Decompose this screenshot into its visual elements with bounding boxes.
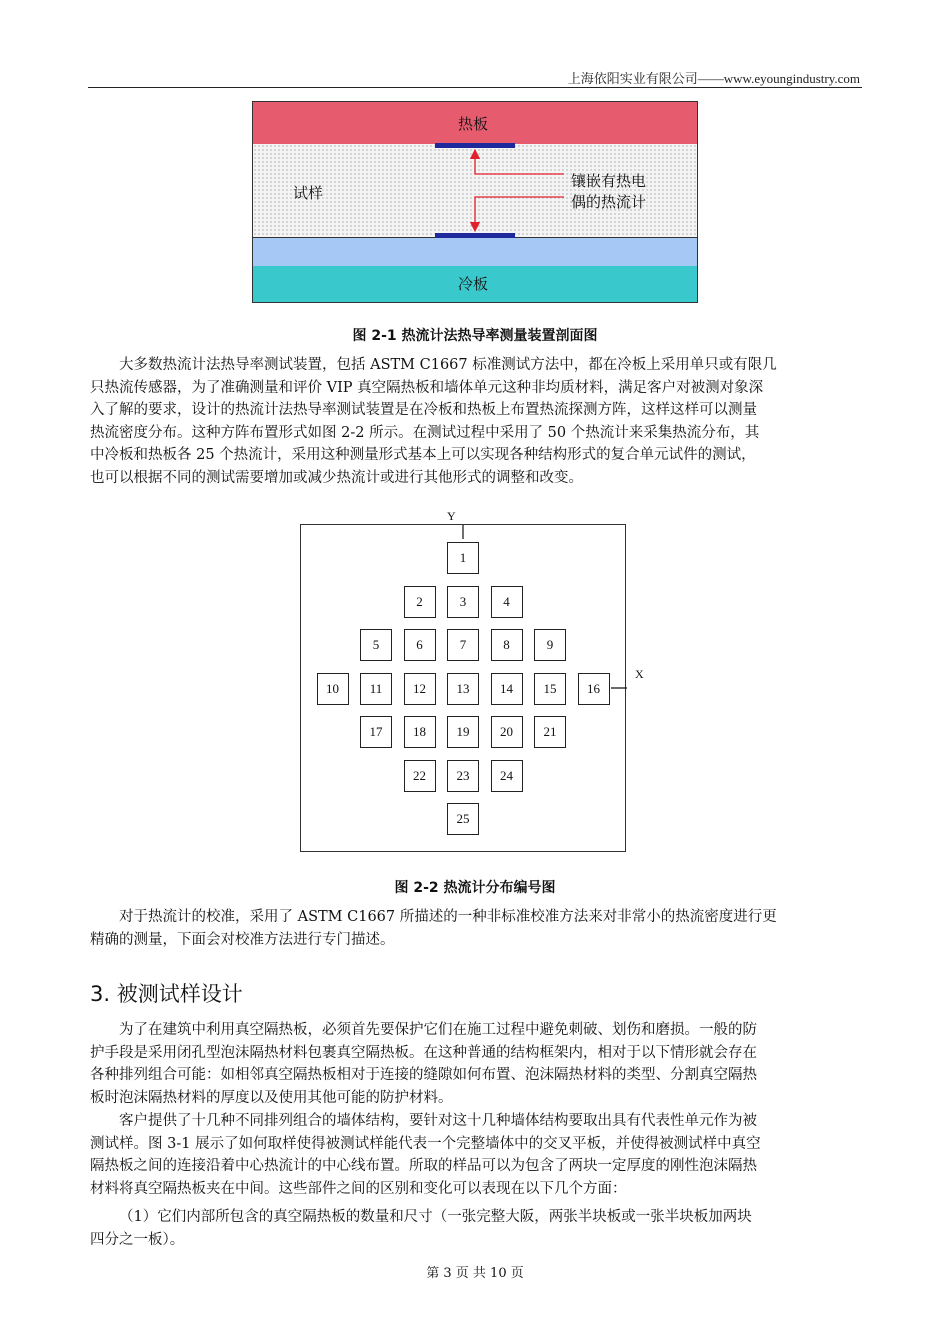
paragraph-4-line: 客户提供了十几种不同排列组合的墙体结构，要针对这十几种墙体结构要取出具有代表性单元作为被	[119, 1113, 757, 1129]
heat-flux-sensor-cell: 25	[447, 803, 479, 835]
paragraph-4	[90, 1110, 860, 1200]
heat-flux-sensor-cell: 9	[534, 629, 566, 661]
paragraph-1-line: 中冷板和热板各 25 个热流计，采用这种测量形式基本上可以实现各种结构形式的复合单元试件的测试，	[90, 447, 756, 463]
paragraph-1-line: 也可以根据不同的测试需要增加或减少热流计或进行其他形式的调整和改变。	[90, 469, 583, 486]
heat-flux-sensor-cell: 23	[447, 760, 479, 792]
heat-flux-sensor-cell: 22	[404, 760, 436, 792]
specimen-label: 试样	[293, 184, 324, 202]
paragraph-3	[90, 1019, 860, 1109]
callout-line-2: 偶的热流计	[571, 193, 647, 211]
hot-plate-label: 热板	[458, 115, 489, 133]
heat-flux-sensor-cell: 14	[491, 673, 523, 705]
paragraph-2	[90, 906, 860, 951]
figure-2-2-sensor-grid	[300, 509, 644, 852]
page-footer: 第 3 页 共 10 页	[426, 1266, 524, 1281]
page-header: 上海依阳实业有限公司——www.eyoungindustry.com	[567, 71, 860, 86]
heat-flux-sensor-cell: 2	[404, 586, 436, 618]
heat-flux-sensor-cell: 8	[491, 629, 523, 661]
figure-2-2-caption: 图 2-2 热流计分布编号图	[394, 880, 556, 896]
heat-flux-sensor-cell: 5	[360, 629, 392, 661]
paragraph-3-line: 各种排列组合可能：如相邻真空隔热板相对于连接的缝隙如何布置、泡沫隔热材料的类型、分割真空隔热	[90, 1067, 757, 1083]
paragraph-3-line: 板时泡沫隔热材料的厚度以及使用其他可能的防护材料。	[90, 1089, 453, 1106]
x-axis-label: X	[635, 667, 644, 681]
paragraph-2-line: 对于热流计的校准，采用了 ASTM C1667 所描述的一种非标准校准方法来对非常小的热流密度进行更	[119, 909, 777, 925]
heat-flux-sensor-cell: 3	[447, 586, 479, 618]
paragraph-1-line: 只热流传感器，为了准确测量和评价 VIP 真空隔热板和墙体单元这种非均质材料，满足客户对被测对象深	[90, 379, 764, 396]
heat-flux-sensor-cell: 12	[404, 673, 436, 705]
callout-line-1: 镶嵌有热电	[571, 172, 647, 190]
heat-flux-sensor-cell: 10	[317, 673, 349, 705]
heat-flux-sensor-cell: 1	[447, 542, 479, 574]
heat-flux-sensor-cell: 7	[447, 629, 479, 661]
y-axis-label: Y	[447, 509, 456, 523]
heat-flux-sensor-cell: 6	[404, 629, 436, 661]
heat-flux-sensor-cell: 15	[534, 673, 566, 705]
paragraph-3-line: 为了在建筑中利用真空隔热板，必须首先要保护它们在施工过程中避免刺破、划伤和磨损。一般的防	[119, 1022, 757, 1038]
section-title: 3. 被测试样设计	[90, 982, 243, 1006]
figure-2-1-cross-section	[252, 101, 698, 303]
heat-flux-sensor-cell: 17	[360, 716, 392, 748]
heat-flux-sensor-cell: 18	[404, 716, 436, 748]
header-rule	[88, 87, 862, 88]
paragraph-1-line: 热流密度分布。这种方阵布置形式如图 2-2 所示。在测试过程中采用了 50 个热流计来采集热流分布，其	[90, 424, 760, 441]
cold-plate-label: 冷板	[458, 275, 489, 293]
paragraph-4-line: 隔热板之间的连接沿着中心热流计的中心线布置。所取的样品可以为包含了两块一定厚度的刚性泡沫隔热	[90, 1158, 757, 1174]
paragraph-3-line: 护手段是采用闭孔型泡沫隔热材料包裹真空隔热板。在这种普通的结构框架内，相对于以下情形就会存在	[90, 1044, 757, 1061]
paragraph-4-line: 材料将真空隔热板夹在中间。这些部件之间的区别和变化可以表现在以下几个方面：	[90, 1180, 627, 1197]
paragraph-1-line: 入了解的要求，设计的热流计法热导率测试装置是在冷板和热板上布置热流探测方阵，这样这样可以测量	[90, 402, 757, 418]
heat-flux-sensor-cell: 19	[447, 716, 479, 748]
paragraph-5-line: 四分之一板）。	[90, 1231, 185, 1248]
paragraph-2-line: 精确的测量，下面会对校准方法进行专门描述。	[90, 931, 395, 948]
heat-flux-sensor-cell: 16	[578, 673, 610, 705]
paragraph-4-line: 测试样。图 3-1 展示了如何取样使得被测试样能代表一个完整墙体中的交叉平板，并使得被测试样中真空	[90, 1135, 761, 1152]
callout-arrows	[253, 102, 699, 304]
heat-flux-sensor-cell: 21	[534, 716, 566, 748]
paragraph-1	[90, 354, 860, 489]
paragraph-1-line: 大多数热流计法热导率测试装置，包括 ASTM C1667 标准测试方法中，都在冷板上采用单只或有限几	[119, 357, 777, 373]
paragraph-5-line: （1）它们内部所包含的真空隔热板的数量和尺寸（一张完整大阪，两张半块板或一张半块板加两块	[119, 1209, 752, 1225]
heat-flux-sensor-cell: 20	[491, 716, 523, 748]
heat-flux-sensor-cell: 4	[491, 586, 523, 618]
heat-flux-sensor-cell: 13	[447, 673, 479, 705]
paragraph-5	[90, 1206, 860, 1251]
figure-2-1-caption: 图 2-1 热流计法热导率测量装置剖面图	[352, 328, 598, 344]
heat-flux-sensor-cell: 11	[360, 673, 392, 705]
heat-flux-sensor-cell: 24	[491, 760, 523, 792]
